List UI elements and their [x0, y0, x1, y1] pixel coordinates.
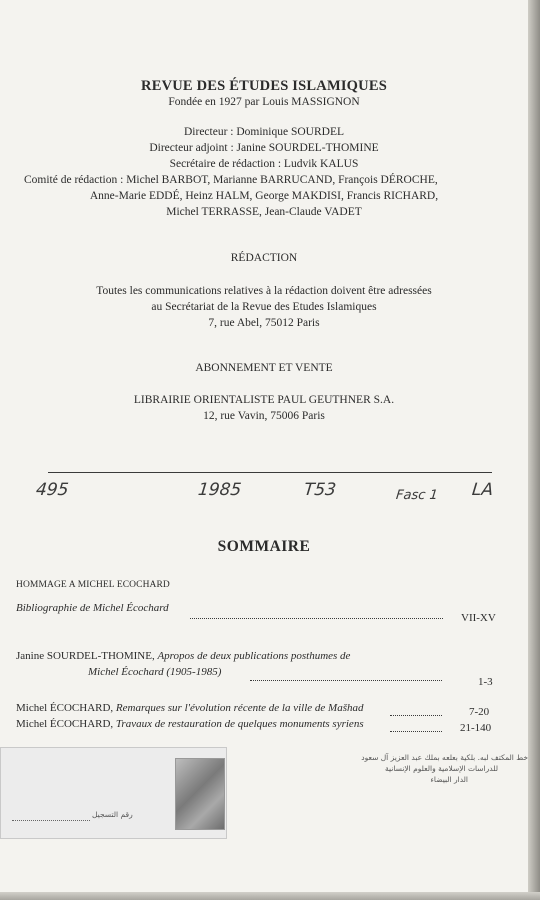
stamp-text-line: خط المكتف لبه. بلكية بعلعه بملك عبد العزيز آل سعود: [361, 753, 528, 762]
stamp-text-line: الدار البيضاء: [430, 775, 468, 784]
toc-entry-pages: VII-XV: [461, 612, 496, 624]
stamp-text-line: للدراسات الإسلامية والعلوم الإنسانية: [384, 764, 498, 773]
director-line: Directeur : Dominique SOURDEL: [183, 126, 344, 138]
toc-entry-title: Apropos de deux publications posthumes de: [157, 650, 351, 662]
toc-entry-pages: 21-140: [460, 722, 492, 734]
handwritten-code: LA: [470, 480, 495, 500]
toc-entry-author: Janine SOURDEL-THOMINE,: [16, 650, 158, 662]
toc-entry-pages: 7-20: [469, 706, 490, 718]
toc-entry-author: Michel ÉCOCHARD,: [16, 702, 116, 714]
toc-entry-line: [16, 650, 350, 662]
publisher-address: 12, rue Vavin, 75006 Paris: [203, 410, 325, 422]
publisher-name: LIBRAIRIE ORIENTALISTE PAUL GEUTHNER S.A.: [133, 394, 395, 406]
committee-line-2: Anne-Marie EDDÉ, Heinz HALM, George MAKDISI, Francis RICHARD,: [89, 190, 439, 202]
toc-leader: [190, 618, 443, 619]
deputy-director-line: Directeur adjoint : Janine SOURDEL-THOMINE: [149, 142, 379, 154]
handwritten-volume: T53: [302, 480, 338, 500]
handwritten-fascicle: Fasc 1: [395, 488, 439, 503]
toc-entry-pages: 1-3: [478, 676, 493, 688]
committee-line-3: Michel TERRASSE, Jean-Claude VADET: [166, 206, 362, 218]
redaction-line-1: Toutes les communications relatives à la rédaction doivent être adressées: [96, 285, 432, 297]
toc-entry-title-continued: Michel Écochard (1905-1985): [88, 666, 222, 678]
committee-line-1: Comité de rédaction : Michel BARBOT, Marianne BARRUCAND, François DÉROCHE,: [24, 174, 438, 186]
toc-leader: [250, 680, 442, 681]
toc-entry-title: Remarques sur l'évolution récente de la ville de Mašhad: [115, 702, 364, 714]
horizontal-rule: [48, 472, 492, 473]
stamp-registration-label: رقم التسجيل: [92, 810, 133, 819]
subscription-heading: ABONNEMENT ET VENTE: [195, 362, 333, 374]
secretary-line: Secrétaire de rédaction : Ludvik KALUS: [169, 158, 359, 170]
sommaire-heading: SOMMAIRE: [217, 538, 311, 555]
redaction-address: 7, rue Abel, 75012 Paris: [208, 317, 320, 329]
toc-entry-line: [16, 702, 363, 714]
toc-leader: [390, 731, 442, 732]
handwritten-number: 495: [34, 480, 70, 500]
toc-entry-title: Bibliographie de Michel Écochard: [16, 602, 169, 614]
founded-line: Fondée en 1927 par Louis MASSIGNON: [168, 96, 360, 108]
toc-entry-line: [16, 718, 364, 730]
stamp-registration-field: [12, 820, 90, 821]
redaction-heading: RÉDACTION: [230, 252, 298, 264]
toc-entry-title: Travaux de restauration de quelques monuments syriens: [115, 718, 364, 730]
page-edge-right: [528, 0, 540, 900]
stamp-text: [212, 752, 528, 785]
redaction-line-2: au Secrétariat de la Revue des Etudes Islamiques: [151, 301, 377, 313]
page-edge-bottom: [0, 892, 540, 900]
journal-title: REVUE DES ÉTUDES ISLAMIQUES: [141, 78, 387, 94]
toc-section-heading: HOMMAGE A MICHEL ECOCHARD: [16, 580, 170, 590]
toc-leader: [390, 715, 442, 716]
handwritten-year: 1985: [196, 480, 243, 500]
toc-entry-author: Michel ÉCOCHARD,: [16, 718, 116, 730]
